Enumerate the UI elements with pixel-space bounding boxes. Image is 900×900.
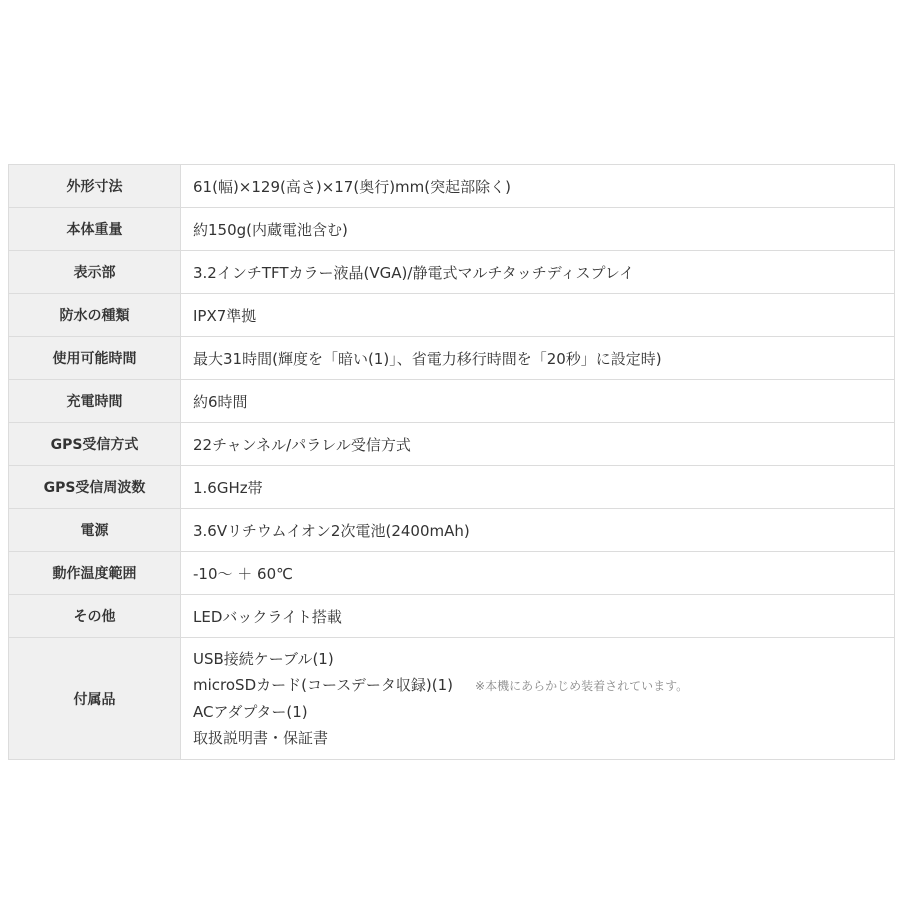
spec-value: 約150g(内蔵電池含む) [181, 208, 894, 250]
spec-value-line: microSDカード(コースデータ収録)(1) ※本機にあらかじめ装着されています。 [193, 676, 689, 694]
spec-value: 約6時間 [181, 380, 894, 422]
spec-label: 付属品 [9, 638, 181, 759]
spec-value: 3.6Vリチウムイオン2次電池(2400mAh) [181, 509, 894, 551]
spec-row [9, 422, 894, 465]
spec-label: 電源 [9, 509, 181, 551]
spec-row [9, 379, 894, 422]
spec-table [8, 164, 895, 760]
spec-label: 本体重量 [9, 208, 181, 250]
spec-value [181, 638, 894, 759]
spec-row [9, 551, 894, 594]
spec-value: 61(幅)×129(高さ)×17(奥行)mm(突起部除く) [181, 165, 894, 207]
spec-label: GPS受信方式 [9, 423, 181, 465]
spec-value: 22チャンネル/パラレル受信方式 [181, 423, 894, 465]
spec-row [9, 165, 894, 207]
spec-row [9, 508, 894, 551]
spec-value: -10～ ＋ 60℃ [181, 552, 894, 594]
spec-label: 使用可能時間 [9, 337, 181, 379]
spec-row [9, 250, 894, 293]
spec-row [9, 637, 894, 759]
spec-row [9, 207, 894, 250]
spec-value: 3.2インチTFTカラー液晶(VGA)/静電式マルチタッチディスプレイ [181, 251, 894, 293]
spec-value-line: ACアダプター(1) [193, 703, 308, 721]
spec-label: 表示部 [9, 251, 181, 293]
spec-label: 動作温度範囲 [9, 552, 181, 594]
spec-row [9, 293, 894, 336]
spec-row [9, 465, 894, 508]
spec-row [9, 594, 894, 637]
spec-value-line: USB接続ケーブル(1) [193, 650, 334, 668]
spec-label: GPS受信周波数 [9, 466, 181, 508]
spec-value: 最大31時間(輝度を「暗い(1)」、省電力移行時間を「20秒」に設定時) [181, 337, 894, 379]
spec-value-line: 取扱説明書・保証書 [193, 729, 329, 747]
spec-value: 1.6GHz帯 [181, 466, 894, 508]
spec-value: LEDバックライト搭載 [181, 595, 894, 637]
spec-label: その他 [9, 595, 181, 637]
spec-label: 防水の種類 [9, 294, 181, 336]
spec-row [9, 336, 894, 379]
spec-value: IPX7準拠 [181, 294, 894, 336]
spec-label: 外形寸法 [9, 165, 181, 207]
spec-label: 充電時間 [9, 380, 181, 422]
spec-value-note: ※本機にあらかじめ装着されています。 [475, 679, 689, 693]
